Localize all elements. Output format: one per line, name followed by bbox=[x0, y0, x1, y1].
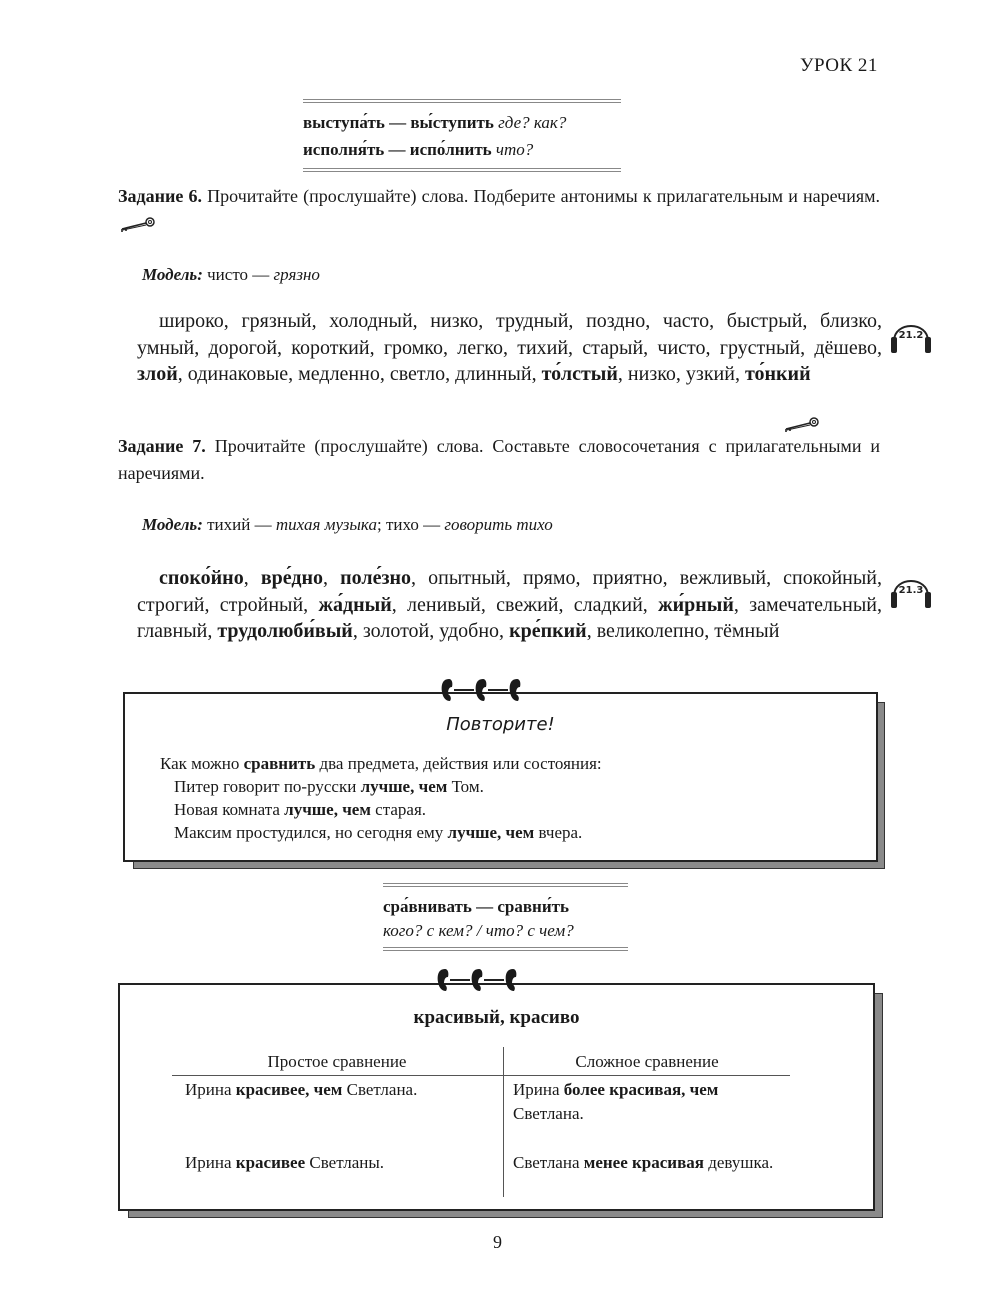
emphasized-text: менее красивая bbox=[583, 1153, 704, 1172]
text-run: Том. bbox=[447, 777, 484, 796]
lesson-header: УРОК 21 bbox=[800, 55, 878, 76]
key-icon bbox=[118, 217, 156, 233]
key-icon bbox=[782, 417, 820, 433]
table-cell bbox=[185, 1078, 495, 1102]
emphasized-text: тихая музыка bbox=[275, 515, 377, 534]
emphasized-text: вре́дно bbox=[260, 567, 324, 589]
text-run: медленно, bbox=[298, 363, 390, 385]
text-run: Ирина bbox=[185, 1153, 236, 1172]
text-run: светло, bbox=[389, 363, 456, 385]
text-run: , одинаковые, bbox=[177, 363, 299, 385]
emphasized-text: лучше, чем bbox=[447, 823, 535, 842]
text-run: , опытный, прямо, приятно, вежливый, спокойный, строгий, стройный, bbox=[137, 567, 883, 616]
ring-icon bbox=[504, 968, 518, 992]
emphasized-text: злой bbox=[137, 363, 178, 385]
text-run: два предмета, действия или состояния: bbox=[315, 754, 602, 773]
verb-pair-line bbox=[383, 893, 628, 920]
task-6-label: Задание 6. bbox=[118, 186, 202, 206]
verb-question: кого? с кем? / что? с чем? bbox=[383, 921, 574, 940]
emphasized-text: сравнить bbox=[243, 754, 316, 773]
word-paragraph bbox=[137, 308, 882, 388]
text-run: , ленивый, свежий, сладкий, bbox=[391, 593, 659, 616]
repeat-intro bbox=[160, 752, 602, 775]
repeat-card-title: Повторите! bbox=[446, 714, 555, 735]
text-run: умный, bbox=[137, 336, 209, 359]
example-sentence bbox=[174, 798, 602, 821]
emphasized-text: то́нкий bbox=[744, 363, 811, 385]
text-run: часто, bbox=[662, 310, 727, 332]
verb-pair: выступа́ть — вы́ступить bbox=[303, 113, 494, 132]
headphones-icon bbox=[888, 568, 934, 612]
verb-pair-line bbox=[303, 136, 621, 163]
text-run: Светланы. bbox=[305, 1153, 385, 1172]
emphasized-text: более красивая, чем bbox=[563, 1080, 719, 1099]
text-run: , золотой, удобно, bbox=[352, 620, 510, 642]
text-run: Питер говорит по-русски bbox=[174, 777, 361, 796]
text-run: Новая комната bbox=[174, 800, 285, 819]
audio-track-21-3[interactable] bbox=[888, 568, 934, 617]
model-label: Модель: bbox=[142, 265, 203, 284]
text-run: трудный, bbox=[495, 310, 587, 332]
text-run: длинный, bbox=[455, 363, 542, 385]
model-label: Модель: bbox=[142, 515, 203, 534]
verb-pair: исполня́ть — испо́лнить bbox=[303, 140, 492, 159]
emphasized-text: жа́дный bbox=[318, 593, 392, 616]
task-7-text: Прочитайте (прослушайте) слова. Составьте словосочетания с прилагательными и наречиями. bbox=[118, 436, 881, 483]
headphones-icon bbox=[888, 313, 934, 357]
page-number: 9 bbox=[493, 1232, 502, 1252]
text-run: тихий — bbox=[207, 515, 276, 534]
svg-text:21.3: 21.3 bbox=[898, 585, 924, 596]
text-run: Ирина bbox=[513, 1080, 564, 1099]
text-run: громко, bbox=[383, 336, 458, 359]
task-6-instructions bbox=[118, 183, 880, 237]
table-cell bbox=[513, 1151, 783, 1175]
emphasized-text: красивее, чем bbox=[235, 1080, 343, 1099]
column-header-complex: Сложное сравнение bbox=[575, 1052, 719, 1071]
repeat-examples bbox=[160, 775, 602, 844]
binder-rings bbox=[440, 678, 522, 702]
task-7-instructions bbox=[118, 433, 880, 487]
text-run: Ирина bbox=[185, 1080, 236, 1099]
task-6-model bbox=[142, 265, 320, 285]
text-run: Светлана bbox=[513, 1153, 584, 1172]
text-run: Максим простудился, но сегодня ему bbox=[174, 823, 448, 842]
text-run: дёшево, bbox=[814, 336, 882, 359]
task-6-word-list bbox=[137, 308, 882, 388]
text-run: старая. bbox=[370, 800, 427, 819]
text-run: холодный, bbox=[329, 310, 431, 332]
emphasized-text: жи́рный bbox=[658, 593, 734, 616]
emphasized-text: то́лстый bbox=[541, 363, 618, 385]
verb-pair-line bbox=[303, 109, 621, 136]
comparison-card bbox=[118, 983, 875, 1211]
verb-question: что? bbox=[495, 140, 534, 159]
ring-icon bbox=[508, 678, 522, 702]
text-run: тихий, bbox=[517, 336, 583, 359]
text-run: широко, bbox=[159, 310, 242, 332]
text-run: , замечательный, главный, bbox=[137, 593, 883, 642]
verb-pair-box-2 bbox=[383, 883, 628, 951]
ring-icon bbox=[440, 678, 454, 702]
text-run: , bbox=[323, 567, 341, 589]
repeat-card-body bbox=[160, 752, 602, 844]
text-run: близко, bbox=[820, 310, 883, 332]
word-paragraph bbox=[137, 565, 882, 645]
emphasized-text: споко́йно bbox=[159, 567, 244, 589]
text-run: низко, bbox=[430, 310, 496, 332]
text-run: вчера. bbox=[534, 823, 583, 842]
task-7-label: Задание 7. bbox=[118, 436, 206, 456]
text-run: дорогой, bbox=[208, 336, 292, 359]
text-run: чисто, bbox=[657, 336, 720, 359]
emphasized-text: красивее bbox=[235, 1153, 306, 1172]
table-cell bbox=[185, 1151, 495, 1175]
emphasized-text: трудолюби́вый bbox=[217, 620, 353, 642]
text-run: легко, bbox=[457, 336, 518, 359]
binder-rings bbox=[436, 968, 518, 992]
example-sentence bbox=[174, 775, 602, 798]
ring-icon bbox=[474, 678, 488, 702]
model-example bbox=[207, 515, 553, 534]
emphasized-text: лучше, чем bbox=[360, 777, 448, 796]
header-divider bbox=[172, 1075, 790, 1076]
task-6-text: Прочитайте (прослушайте) слова. Подберите антонимы к прилагательным и наречиям. bbox=[207, 186, 880, 206]
model-plain: чисто — bbox=[207, 265, 270, 284]
table-cell bbox=[513, 1078, 783, 1126]
ring-icon bbox=[470, 968, 484, 992]
example-sentence bbox=[174, 821, 602, 844]
emphasized-text: поле́зно bbox=[340, 567, 412, 589]
column-header-simple: Простое сравнение bbox=[267, 1052, 407, 1071]
text-run: короткий, bbox=[291, 336, 384, 359]
emphasized-text: лучше, чем bbox=[284, 800, 371, 819]
text-run: старый, bbox=[582, 336, 658, 359]
text-run: Светлана. bbox=[513, 1104, 584, 1123]
ring-icon bbox=[436, 968, 450, 992]
text-run: поздно, bbox=[586, 310, 663, 332]
audio-track-21-2[interactable] bbox=[888, 313, 934, 362]
emphasized-text: кре́пкий bbox=[509, 620, 587, 642]
comparison-title: красивый, красиво bbox=[413, 1007, 580, 1028]
text-run: Светлана. bbox=[342, 1080, 418, 1099]
text-run: , низко, узкий, bbox=[617, 363, 745, 385]
verb-pair: сра́внивать — сравни́ть bbox=[383, 897, 569, 916]
text-run: ; тихо — bbox=[376, 515, 445, 534]
text-run: , великолепно, тёмный bbox=[586, 620, 780, 642]
task-7-model bbox=[142, 515, 553, 535]
verb-question: где? как? bbox=[498, 113, 567, 132]
model-italic: грязно bbox=[273, 265, 320, 284]
text-run: грустный, bbox=[719, 336, 815, 359]
svg-text:21.2: 21.2 bbox=[898, 330, 924, 341]
text-run: , bbox=[243, 567, 261, 589]
text-run: девушка. bbox=[703, 1153, 774, 1172]
text-run: быстрый, bbox=[726, 310, 821, 332]
text-run: Как можно bbox=[160, 754, 244, 773]
verb-pairs-box bbox=[303, 99, 621, 172]
emphasized-text: говорить тихо bbox=[444, 515, 553, 534]
text-run: грязный, bbox=[241, 310, 330, 332]
task-7-word-list bbox=[137, 565, 882, 645]
repeat-card bbox=[123, 692, 878, 862]
